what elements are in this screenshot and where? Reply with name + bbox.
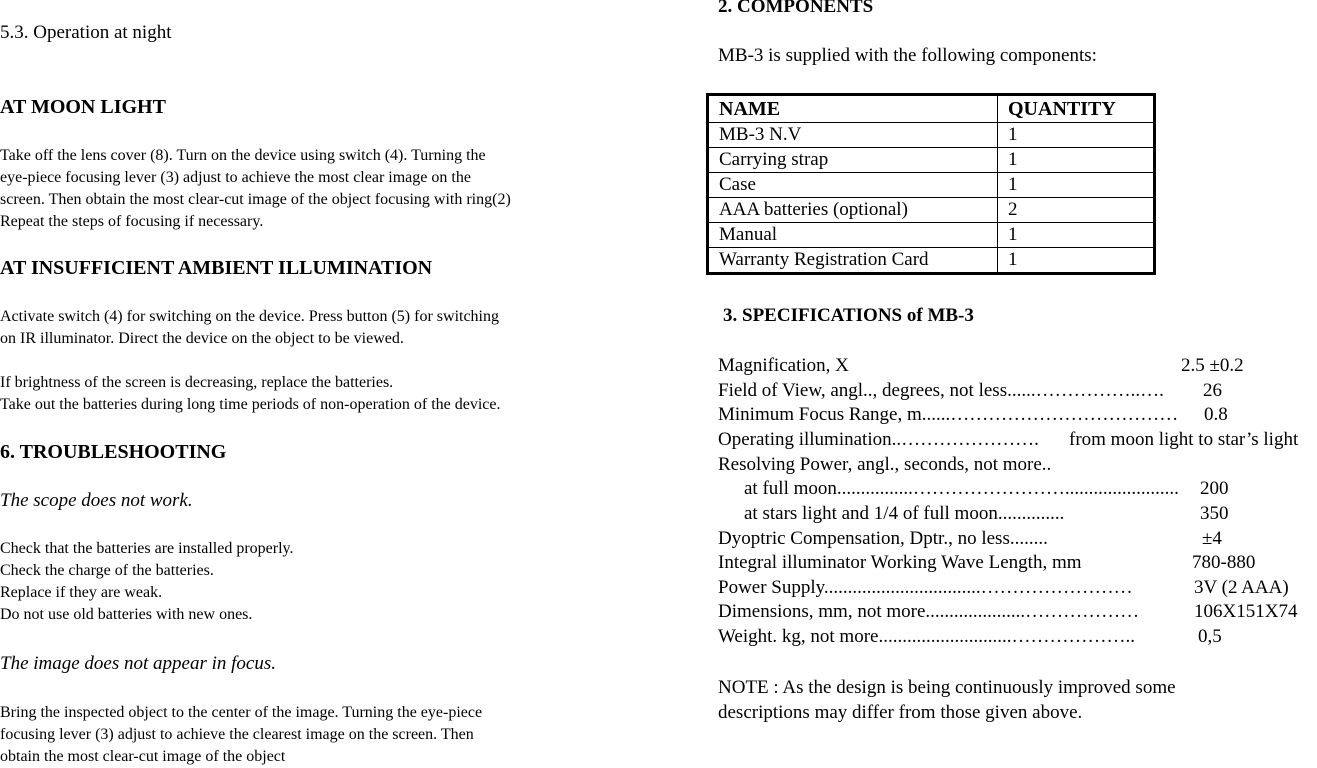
table-cell-quantity: 2 — [998, 198, 1155, 223]
table-row — [708, 223, 1155, 248]
table-row — [708, 123, 1155, 148]
problem-1-line: Check that the batteries are installed properly. — [0, 540, 294, 557]
spec-value: 350 — [1200, 503, 1229, 524]
battery-paragraph — [0, 372, 501, 416]
problem-2-title: The image does not appear in focus. — [0, 653, 277, 674]
table-header-name: NAME — [708, 95, 998, 123]
components-heading: 2. COMPONENTS — [718, 0, 874, 17]
table-cell-name: Carrying strap — [708, 148, 998, 173]
spec-label: Weight. kg, not more............................……………….. — [718, 626, 1135, 647]
spec-label: Minimum Focus Range, m......……………………………… — [718, 404, 1179, 425]
note-paragraph — [718, 675, 1176, 725]
spec-label: at full moon................……………………........................ — [744, 478, 1179, 499]
section-title: 5.3. Operation at night — [0, 22, 172, 43]
table-header-row — [708, 95, 1155, 123]
moon-light-heading: AT MOON LIGHT — [0, 96, 166, 118]
table-cell-name: Manual — [708, 223, 998, 248]
spec-label: Resolving Power, angl., seconds, not more.. — [718, 454, 1052, 475]
components-intro: MB-3 is supplied with the following components: — [718, 45, 1097, 66]
battery-line: Take out the batteries during long time periods of non-operation of the device. — [0, 396, 501, 413]
problem-2-line: focusing lever (3) adjust to achieve the clearest image on the screen. Then — [0, 726, 474, 743]
table-row — [708, 148, 1155, 173]
spec-value: 26 — [1203, 380, 1222, 401]
spec-value: from moon light to star’s light — [1069, 429, 1299, 450]
table-cell-quantity: 1 — [998, 223, 1155, 248]
spec-value: ±4 — [1202, 528, 1222, 549]
spec-value: 0.8 — [1204, 404, 1228, 425]
table-cell-quantity: 1 — [998, 148, 1155, 173]
moon-light-paragraph — [0, 145, 511, 233]
moon-line: Repeat the steps of focusing if necessary. — [0, 213, 264, 230]
moon-line: Take off the lens cover (8). Turn on the device using switch (4). Turning the — [0, 147, 486, 164]
spec-value: 106X151X74 — [1194, 601, 1298, 622]
problem-2-line: Bring the inspected object to the center of the image. Turning the eye-piece — [0, 704, 483, 721]
table-cell-quantity: 1 — [998, 123, 1155, 148]
spec-label: at stars light and 1/4 of full moon.............. — [744, 503, 1065, 524]
table-row — [708, 248, 1155, 274]
table-cell-quantity: 1 — [998, 173, 1155, 198]
problem-1-title: The scope does not work. — [0, 490, 193, 511]
table-cell-name: AAA batteries (optional) — [708, 198, 998, 223]
problem-1-paragraph — [0, 538, 294, 626]
spec-value: 780-880 — [1192, 552, 1256, 573]
table-cell-name: MB-3 N.V — [708, 123, 998, 148]
specifications-heading: 3. SPECIFICATIONS of MB-3 — [723, 305, 974, 326]
spec-value: 200 — [1200, 478, 1229, 499]
table-cell-name: Case — [708, 173, 998, 198]
spec-value: 3V (2 AAA) — [1194, 577, 1289, 598]
insufficient-line: on IR illuminator. Direct the device on the object to be viewed. — [0, 330, 404, 347]
spec-label: Integral illuminator Working Wave Length, mm — [718, 552, 1082, 573]
table-cell-quantity: 1 — [998, 248, 1155, 274]
table-row — [708, 173, 1155, 198]
note-line: NOTE : As the design is being continuously improved some — [718, 677, 1176, 698]
moon-line: screen. Then obtain the most clear-cut image of the object focusing with ring(2) — [0, 191, 511, 208]
problem-2-line: obtain the most clear-cut image of the object — [0, 748, 286, 765]
spec-value: 0,5 — [1198, 626, 1222, 647]
components-table — [706, 93, 1156, 275]
table-row — [708, 198, 1155, 223]
problem-1-line: Replace if they are weak. — [0, 584, 163, 601]
problem-1-line: Do not use old batteries with new ones. — [0, 606, 253, 623]
spec-label: Magnification, X — [718, 355, 849, 376]
moon-line: eye-piece focusing lever (3) adjust to achieve the most clear image on the — [0, 169, 471, 186]
table-header-quantity: QUANTITY — [998, 95, 1155, 123]
spec-label: Dimensions, mm, not more.....................……………… — [718, 601, 1140, 622]
troubleshooting-heading: 6. TROUBLESHOOTING — [0, 441, 227, 463]
insufficient-illumination-heading: AT INSUFFICIENT AMBIENT ILLUMINATION — [0, 257, 433, 279]
spec-label: Field of View, angl.., degrees, not less......……………..…. — [718, 380, 1164, 401]
note-line: descriptions may differ from those given above. — [718, 702, 1083, 723]
table-cell-name: Warranty Registration Card — [708, 248, 998, 274]
spec-value: 2.5 ±0.2 — [1181, 355, 1244, 376]
battery-line: If brightness of the screen is decreasing, replace the batteries. — [0, 374, 394, 391]
insufficient-paragraph — [0, 306, 499, 350]
spec-label: Power Supply.................................…………………… — [718, 577, 1133, 598]
spec-label: Dyoptric Compensation, Dptr., no less........ — [718, 528, 1048, 549]
insufficient-line: Activate switch (4) for switching on the device. Press button (5) for switching — [0, 308, 499, 325]
problem-2-paragraph — [0, 702, 482, 768]
problem-1-line: Check the charge of the batteries. — [0, 562, 214, 579]
spec-label: Operating illumination..…………………. — [718, 429, 1039, 450]
